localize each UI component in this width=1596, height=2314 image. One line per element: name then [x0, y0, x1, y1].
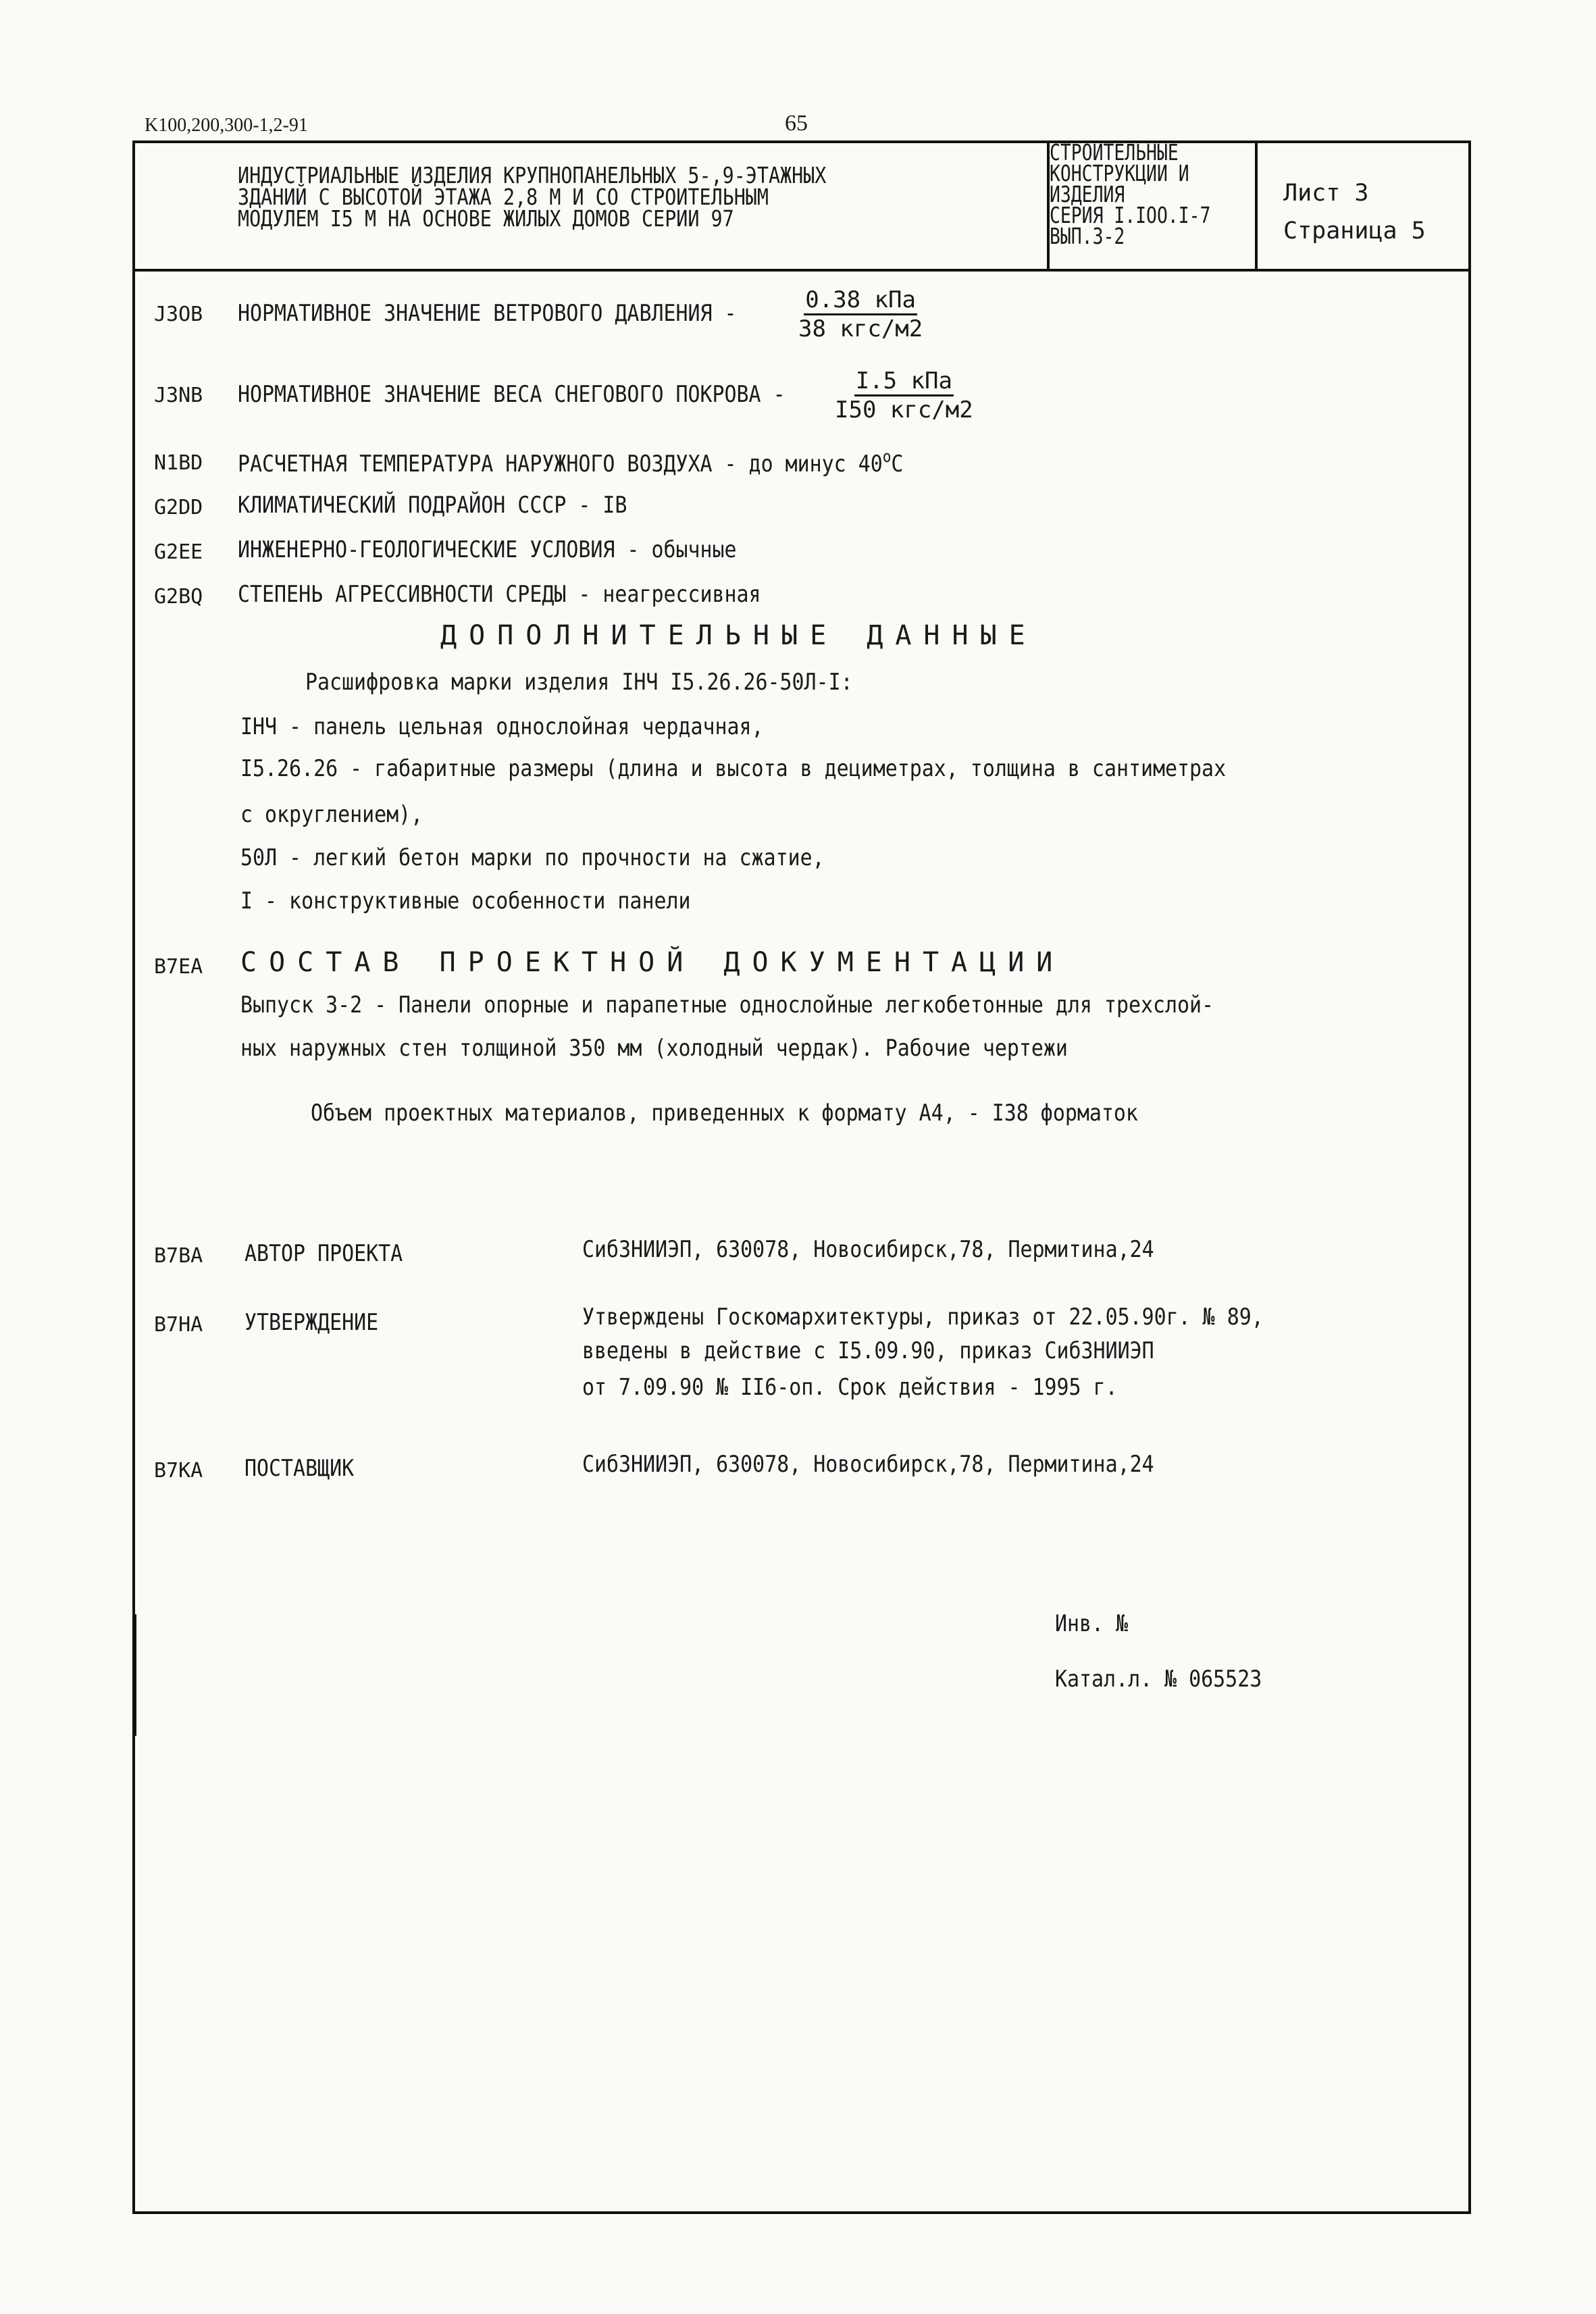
- catalog-number: Катал.л. № 065523: [1055, 1666, 1262, 1693]
- series-line: СТРОИТЕЛЬНЫЕ: [1050, 139, 1179, 165]
- composition-volume: Объем проектных материалов, приведенных к формату А4, - I38 форматок: [311, 1100, 1138, 1127]
- additional-line: с округлением),: [240, 801, 423, 828]
- page-number: 65: [785, 111, 808, 136]
- param-code: J3OB: [154, 303, 203, 326]
- sheet-page: Страница 5: [1283, 217, 1426, 245]
- info-value: Утверждены Госкомархитектуры, приказ от 22.05.90г. № 89,: [582, 1304, 1264, 1331]
- param-code: J3NB: [154, 384, 203, 407]
- title-line: ЗДАНИЙ С ВЫСОТОЙ ЭТАЖА 2,8 М И СО СТРОИТЕЛЬНЫМ: [238, 184, 769, 210]
- param-code: N1BD: [154, 451, 203, 475]
- param-fraction: [835, 367, 973, 423]
- title-block-sheet: [1283, 174, 1426, 250]
- info-value: СибЗНИИЭП, 630078, Новосибирск,78, Пермитина,24: [582, 1451, 1154, 1478]
- info-value: от 7.09.90 № II6-оп. Срок действия - 1995 г.: [582, 1374, 1118, 1401]
- additional-line: IНЧ - панель цельная однослойная чердачная,: [240, 713, 764, 740]
- section-heading: СОСТАВ ПРОЕКТНОЙ ДОКУМЕНТАЦИИ: [240, 947, 1065, 978]
- param-text: [238, 447, 903, 478]
- param-text: СТЕПЕНЬ АГРЕССИВНОСТИ СРЕДЫ - неагрессивная: [238, 581, 761, 608]
- info-value: СибЗНИИЭП, 630078, Новосибирск,78, Пермитина,24: [582, 1236, 1154, 1263]
- composition-line: ных наружных стен толщиной 350 мм (холодный чердак). Рабочие чертежи: [240, 1035, 1068, 1062]
- info-value: введены в действие с I5.09.90, приказ СибЗНИИЭП: [582, 1337, 1154, 1364]
- series-line: ВЫП.3-2: [1050, 223, 1125, 249]
- param-text: КЛИМАТИЧЕСКИЙ ПОДРАЙОН СССР - IВ: [238, 492, 627, 519]
- composition-line: Выпуск 3-2 - Панели опорные и парапетные однослойные легкобетонные для трехслой-: [240, 992, 1214, 1019]
- document-code: K100,200,300-1,2-91: [145, 115, 308, 136]
- param-code: G2BQ: [154, 585, 203, 609]
- info-code: B7KA: [154, 1459, 203, 1483]
- param-fraction: [798, 286, 923, 342]
- info-code: B7HA: [154, 1313, 203, 1337]
- param-fraction-denominator: I50 кгс/м2: [835, 396, 973, 423]
- param-text: ИНЖЕНЕРНО-ГЕОЛОГИЧЕСКИЕ УСЛОВИЯ - обычные: [238, 536, 737, 563]
- series-line: КОНСТРУКЦИИ И: [1050, 160, 1189, 186]
- info-label: АВТОР ПРОЕКТА: [244, 1240, 403, 1267]
- info-label: ПОСТАВЩИК: [244, 1455, 355, 1482]
- inventory-number: Инв. №: [1055, 1610, 1129, 1637]
- title-line: МОДУЛЕМ I5 М НА ОСНОВЕ ЖИЛЫХ ДОМОВ СЕРИИ 97: [238, 205, 734, 232]
- param-code: G2DD: [154, 496, 203, 519]
- info-code: B7BA: [154, 1244, 203, 1268]
- param-fraction-denominator: 38 кгс/м2: [798, 315, 923, 342]
- series-line: СЕРИЯ I.IOO.I-7: [1050, 202, 1211, 228]
- title-block-series: [1050, 139, 1211, 249]
- param-code: G2EE: [154, 540, 203, 564]
- margin-mark: [134, 1614, 136, 1736]
- param-label: НОРМАТИВНОЕ ЗНАЧЕНИЕ ВЕСА СНЕГОВОГО ПОКРОВА -: [238, 381, 786, 408]
- param-text-tail: С: [891, 451, 904, 478]
- param-fraction-numerator: 0.38 кПа: [804, 286, 917, 315]
- additional-line: I - конструктивные особенности панели: [240, 888, 691, 915]
- title-line: ИНДУСТРИАЛЬНЫЕ ИЗДЕЛИЯ КРУПНОПАНЕЛЬНЫХ 5-,9-ЭТАЖНЫХ: [238, 162, 827, 188]
- title-block-title: [238, 162, 827, 232]
- section-heading: ДОПОЛНИТЕЛЬНЫЕ ДАННЫЕ: [440, 620, 1037, 651]
- degree-superscript: о: [882, 447, 892, 466]
- param-fraction-numerator: I.5 кПа: [854, 367, 954, 396]
- title-block-divider: [1255, 140, 1258, 272]
- series-line: ИЗДЕЛИЯ: [1050, 181, 1125, 207]
- info-label: УТВЕРЖДЕНИЕ: [244, 1309, 379, 1336]
- param-label: НОРМАТИВНОЕ ЗНАЧЕНИЕ ВЕТРОВОГО ДАВЛЕНИЯ -: [238, 300, 737, 327]
- additional-line: I5.26.26 - габаритные размеры (длина и высота в дециметрах, толщина в сантиметрах: [240, 755, 1227, 782]
- param-text-main: РАСЧЕТНАЯ ТЕМПЕРАТУРА НАРУЖНОГО ВОЗДУХА - до минус 40: [238, 451, 883, 478]
- sheet-number: Лист 3: [1283, 180, 1369, 207]
- additional-line: 50Л - легкий бетон марки по прочности на сжатие,: [240, 844, 825, 871]
- additional-line: Расшифровка марки изделия IНЧ I5.26.26-50Л-I:: [305, 669, 853, 696]
- section-code: B7EA: [154, 955, 203, 979]
